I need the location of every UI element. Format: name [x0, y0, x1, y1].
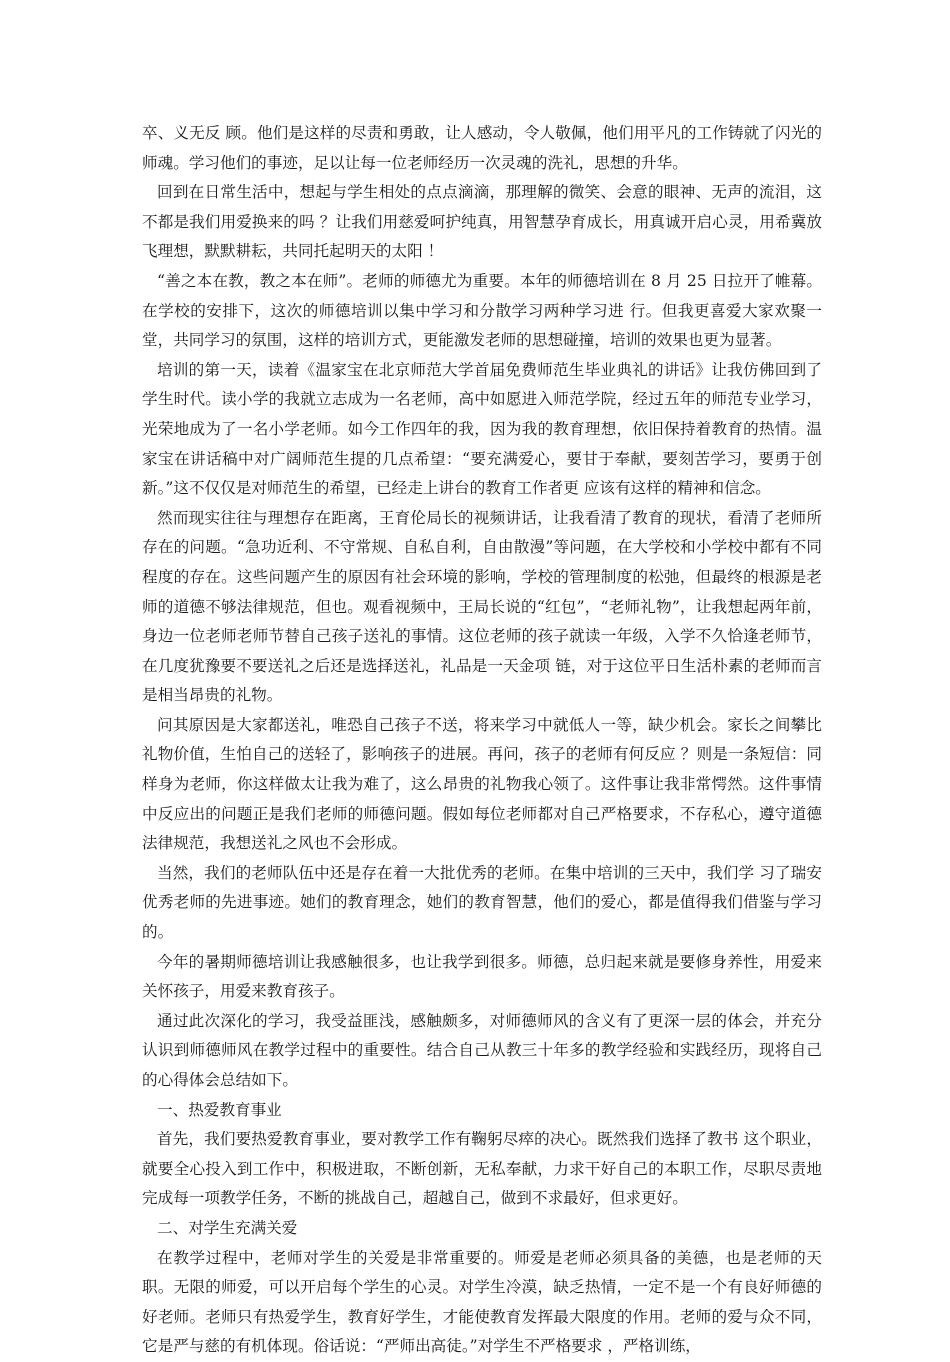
- section-heading: 二、对学生充满关爱: [157, 1218, 298, 1237]
- paragraph: 首先，我们要热爱教育事业，要对教学工作有鞠躬尽瘁的决心。既然我们选择了教书 这个职业，就要全心投入到工作中，积极进取，不断创新，无私奉献，力求干好自己的本职工作，尽职尽责地完成每一项教学任务，不断的挑战自己，超越自己，做到不求最好，但求更好。: [142, 1130, 822, 1208]
- paragraph: 然而现实往往与理想存在距离，王育伦局长的视频讲话，让我看清了教育的现状，看清了老师所存在的问题。“急功近利、不守常规、自私自利，自由散漫”等问题，在大学校和小学校中都有不同程度的存在。这些问题产生的原因有社会环境的影响，学校的管理制度的松弛，但最终的根源是老师的道德不够法律规范，但也。观看视频中，王局长说的“红包”，“老师礼物”，让我想起两年前，身边一位老师老师节替自己孩子送礼的事情。这位老师的孩子就读一年级，入学不久恰逢老师节，在几度犹豫要不要送礼之后还是选择送礼，礼品是一天金项 链，对于这位平日生活朴素的老师而言是相当昂贵的礼物。: [142, 508, 822, 705]
- paragraph: 通过此次深化的学习，我受益匪浅，感触颇多，对师德师风的含义有了更深一层的体会，并充分认识到师德师风在教学过程中的重要性。结合自己从教三十年多的教学经验和实践经历，现将自己的心得体会总结如下。: [142, 1011, 822, 1089]
- paragraph: 今年的暑期师德培训让我感触很多，也让我学到很多。师德，总归起来就是要修身养性，用爱来关怀孩子，用爱来教育孩子。: [142, 952, 822, 1001]
- document-body: [142, 119, 822, 1362]
- paragraph: 培训的第一天，读着《温家宝在北京师范大学首届免费师范生毕业典礼的讲话》让我仿佛回到了学生时代。读小学的我就立志成为一名老师，高中如愿进入师范学院，经过五年的师范专业学习，光荣地成为了一名小学老师。如今工作四年的我，因为我的教育理想，依旧保持着教育的热情。温家宝在讲话稿中对广阔师范生提的几点希望：“要充满爱心，要甘于奉献，要刻苦学习，要勇于创新。”这不仅仅是对师范生的希望，已经走上讲台的教育工作者更 应该有这样的精神和信念。: [142, 360, 822, 498]
- paragraph: 在教学过程中，老师对学生的关爱是非常重要的。师爱是老师必须具备的美德，也是老师的天职。无限的师爱，可以开启每个学生的心灵。对学生冷漠，缺乏热情，一定不是一个有良好师德的好老师。老师只有热爱学生，教育好学生，才能使教育发挥最大限度的作用。老师的爱与众不同，它是严与慈的有机体现。俗话说：“严师出高徒。”对学生不严格要求 ，严格训练，: [142, 1248, 822, 1356]
- paragraph: 回到在日常生活中，想起与学生相处的点点滴滴，那理解的微笑、会意的眼神、无声的流泪，这不都是我们用爱换来的吗 ？让我们用慈爱呵护纯真，用智慧孕育成长，用真诚开启心灵，用希冀放飞理想，默默耕耘，共同托起明天的太阳 ！: [142, 183, 822, 261]
- paragraph: 问其原因是大家都送礼，唯恐自己孩子不送，将来学习中就低人一等，缺少机会。家长之间攀比礼物价值，生怕自己的送轻了，影响孩子的进展。再问，孩子的老师有何反应 ？则是一条短信：同样身为老师，你这样做太让我为难了，这么昂贵的礼物我心领了。这件事让我非常愕然。这件事情中反应出的问题正是我们老师的师德问题。假如每位老师都对自己严格要求，不存私心，遵守道德法律规范，我想送礼之风也不会形成。: [142, 715, 822, 853]
- paragraph: 当然，我们的老师队伍中还是存在着一大批优秀的老师。在集中培训的三天中，我们学 习了瑞安优秀老师的先进事迹。她们的教育理念，她们的教育智慧，他们的爱心，都是值得我们借鉴与学习的。: [142, 863, 822, 942]
- paragraph: “善之本在教，教之本在师”。老师的师德尤为重要。本年的师德培训在 8 月 25 日拉开了帷幕。在学校的安排下，这次的师德培训以集中学习和分散学习两种学习进 行。但我更喜爱大家欢聚一堂，共同学习的氛围，这样的培训方式，更能激发老师的思想碰撞，培训的效果也更为显著。: [142, 271, 822, 350]
- section-heading: 一、热爱教育事业: [157, 1100, 282, 1119]
- paragraph-continuation: 卒、义无反 顾。他们是这样的尽责和勇敢，让人感动，令人敬佩，他们用平凡的工作铸就了闪光的师魂。学习他们的事迹，足以让每一位老师经历一次灵魂的洗礼，思想的升华。: [142, 124, 822, 172]
